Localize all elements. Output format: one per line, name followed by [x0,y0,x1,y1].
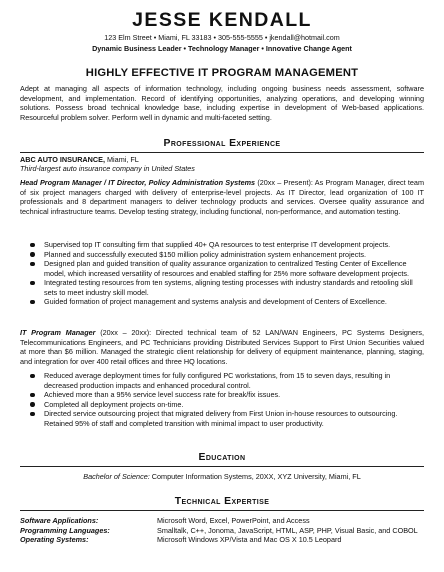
skills-heading [0,496,444,508]
role1-title: Head Program Manager / IT Director, Policy Administration Systems [20,178,256,187]
education-line [0,472,444,482]
skill-label: Software Applications: [20,516,99,525]
skill-row [20,535,424,545]
experience-heading-text: Professional Experience [163,138,281,149]
experience-heading [0,138,444,150]
role1-text: (20xx – Present): As Program Manager, direct team of six project managers charged with delivery of enterprise-level projects. As IT Director, lead organization of 100 IT professionals and 8 department managers to deliver technology products and services. Oversee quality assurance and technical infrastructure teams. Develop testing strategy, including functional, non-performance, and automation testing. [20,178,424,216]
bullet-icon [30,402,35,407]
skill-row [20,526,424,536]
tagline: Dynamic Business Leader • Technology Manager • Innovative Change Agent [92,44,352,53]
list-item: Designed plan and guided transition of quality assurance organization to centralized Testing Center of Excellence model, which increased versatility of resources and enabled staffing for 25% more software development projects. [30,259,424,278]
skills-table [20,516,424,545]
list-item: Planned and successfully executed $150 million policy administration system enhancement projects. [30,250,424,260]
role1-bullets [20,240,424,307]
summary-paragraph: Adept at managing all aspects of information technology, including ongoing business needs assessment, software development, and implementation. Record of identifying opportunities, analyzing operations, and developing winning solutions. Possess broad technical knowledge base, including expertise in development of Web-based applications. Resourceful problem solver. Perform well in dynamic and multi-faceted setting. [20,84,424,122]
role2-text: (20xx – 20xx): Directed technical team of 52 LAN/WAN Engineers, PC Systems Designers, Telecommunications Engineers, and PC Technicians providing Distributed Services Support to First Union Securities valued at more than $6 million. Managed the strategic client relationship for delivery of equipment maintenance, planning, staging, and integration for over 400 retail offices and three HQ locations. [20,328,424,366]
list-item: Guided formation of project management and systems analysis and development of Centers of Excellence. [30,297,424,307]
bullet-icon [30,393,35,398]
resume-headline: HIGHLY EFFECTIVE IT PROGRAM MANAGEMENT [85,67,359,79]
list-item: Directed service outsourcing project that migrated delivery from First Union in-house resources to outsourcing. Retained 95% of staff and completed transition with minimal impact to user productivity. [30,409,424,428]
skill-label: Operating Systems: [20,535,89,544]
experience-rule [20,152,424,153]
skill-value: Smalltalk, C++, Jonoma, JavaScript, HTML, ASP, PHP, Visual Basic, and COBOL [157,525,418,535]
skill-value: Microsoft Word, Excel, PowerPoint, and Access [157,516,310,525]
education-heading [0,452,444,464]
bullet-icon [30,252,35,257]
role1-paragraph [20,178,424,216]
bullet-icon [30,300,35,305]
list-item: Achieved more than a 95% service level success rate for break/fix issues. [30,390,424,400]
bullet-icon [30,281,35,286]
skills-heading-text: Technical Expertise [174,496,270,507]
role2-bullets [20,371,424,428]
education-rule [20,466,424,467]
list-item: Completed all deployment projects on-time. [30,400,424,410]
company-name: ABC AUTO INSURANCE, [20,155,105,164]
education-detail: Computer Information Systems, 20XX, XYZ University, Miami, FL [149,472,361,481]
list-item: Integrated testing resources from ten systems, aligning testing processes with industry standards and retooling skill sets to meet industry skill model. [30,278,424,297]
company-description: Third-largest auto insurance company in United States [20,164,195,173]
bullet-icon [30,412,35,417]
company-location: Miami, FL [105,155,139,164]
bullet-icon [30,243,35,248]
skill-row [20,516,424,526]
bullet-icon [30,262,35,267]
list-item: Reduced average deployment times for fully configured PC workstations, from 15 to seven days, resulting in decreased production impacts and enhanced procedural control. [30,371,424,390]
degree: Bachelor of Science: [83,472,150,481]
education-heading-text: Education [198,452,246,463]
bullet-icon [30,374,35,379]
role2-title: IT Program Manager [20,328,96,337]
role2-paragraph [20,328,424,366]
contact-line: 123 Elm Street • Miami, FL 33183 • 305-555-5555 • jkendall@hotmail.com [104,33,340,42]
skill-value: Microsoft Windows XP/Vista and Mac OS X 10.5 Leopard [157,535,342,544]
skill-label: Programming Languages: [20,525,110,535]
skills-rule [20,510,424,511]
list-item: Supervised top IT consulting firm that supplied 40+ QA resources to test enterprise IT development projects. [30,240,424,250]
candidate-name: JESSE KENDALL [132,9,312,31]
